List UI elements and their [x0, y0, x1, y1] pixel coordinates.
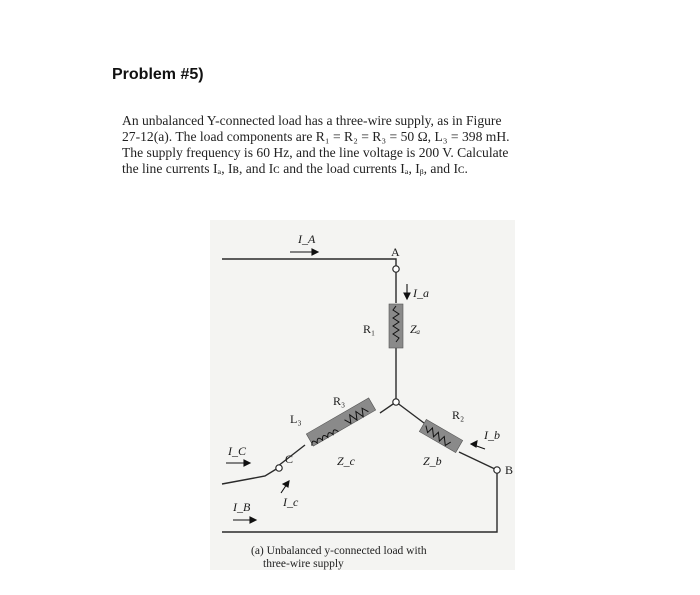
ic-load-label: I_c: [283, 495, 299, 509]
problem-line-1: An unbalanced Y-connected load has a three-wire supply, as in Figure: [122, 113, 502, 128]
r3-label: R₃: [333, 394, 346, 408]
zb-load-box: [419, 419, 462, 452]
line-b-wire: [222, 470, 497, 532]
node-c-terminal: [276, 465, 282, 471]
figure-caption: [251, 545, 427, 571]
node-b-label: B: [505, 463, 514, 477]
caption-line-1: (a) Unbalanced y-connected load with: [251, 545, 427, 557]
r1-label: R₁: [363, 322, 376, 336]
line-a-wire: [222, 259, 396, 272]
problem-line-2: 27-12(a). The load components are R₁ = R₂ = R₃ = 50 Ω, L₃ = 398 mH.: [122, 129, 510, 144]
ia-load-label: I_a: [413, 286, 429, 300]
phase-b-wire: [396, 402, 428, 426]
problem-line-4: the line currents Iₐ, Iʙ, and Iᴄ and the load currents Iₐ, Iᵦ, and Iᴄ.: [122, 161, 468, 176]
ia-line-label: I_A: [298, 232, 316, 246]
za-label: Zₐ: [410, 322, 421, 336]
node-b-terminal: [494, 467, 500, 473]
node-a-terminal: [393, 266, 399, 272]
caption-line-2: three-wire supply: [263, 558, 344, 570]
line-c-wire: [222, 468, 278, 484]
ib-line-label: I_B: [233, 500, 251, 514]
phase-b-outer-wire: [459, 452, 497, 470]
node-a-label: A: [391, 245, 400, 259]
l3-label: L₃: [290, 412, 302, 426]
node-c-label: C: [285, 452, 294, 466]
problem-title: Problem #5): [112, 66, 204, 83]
neutral-node: [393, 399, 399, 405]
problem-line-3: The supply frequency is 60 Hz, and the line voltage is 200 V. Calculate: [122, 145, 509, 160]
zc-label: Z_c: [337, 454, 355, 468]
ib-load-label: I_b: [484, 428, 500, 442]
ic-line-label: I_C: [228, 444, 246, 458]
r2-label: R₂: [452, 408, 465, 422]
zb-label: Z_b: [423, 454, 442, 468]
